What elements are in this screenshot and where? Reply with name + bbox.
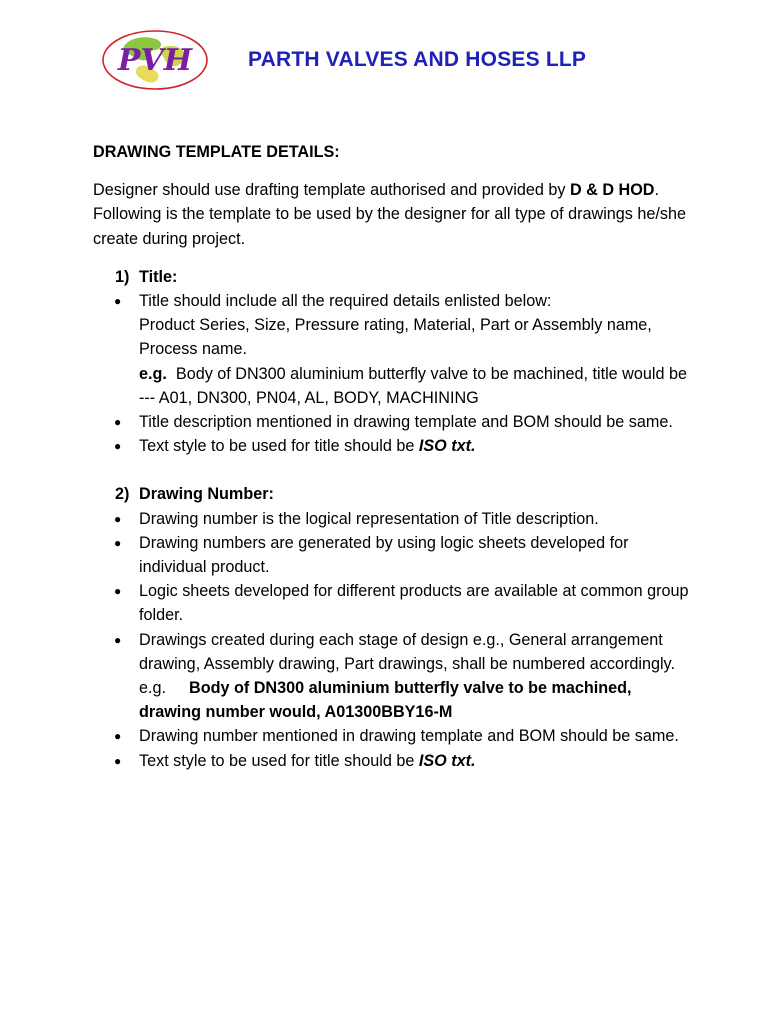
example-label: e.g. [139,679,167,698]
item-text: Drawing numbers are generated by using logic sheets developed for individual product. [139,533,629,577]
text-style-name: ISO txt. [418,437,476,456]
bullet-icon: ● [114,535,122,550]
example-text: Body of DN300 aluminium butterfly valve to be machined, drawing number would, A01300BBY16-M [139,679,632,722]
item-text: Drawings created during each stage of design e.g., General arrangement drawing, Assembly drawing, Part drawings, shall be numbered accordingly. [139,630,675,673]
list-item [93,507,693,531]
intro-paragraph [93,178,693,251]
list-item [93,531,693,579]
document-body [93,140,693,773]
list-item [93,289,693,410]
item-text: Drawing number is the logical representation of Title description. [139,509,599,528]
document-heading: DRAWING TEMPLATE DETAILS: [93,143,340,161]
section-drawing-number-list [93,507,693,773]
item-text: Text style to be used for title should be [139,751,419,770]
letterhead [100,28,720,94]
list-item [93,724,693,748]
section-number: 1) [115,267,130,286]
bullet-icon: ● [114,584,122,599]
list-item [93,434,693,458]
list-item [93,749,693,773]
section-title: Title: [139,267,178,286]
bullet-icon: ● [114,415,122,430]
item-text: Text style to be used for title should be [139,437,419,456]
example-text: Body of DN300 aluminium butterfly valve to be machined, title would be --- A01, DN300, PN04, AL, BODY, MACHINING [139,364,687,407]
company-name: PARTH VALVES AND HOSES LLP [248,48,587,71]
item-detail: Product Series, Size, Pressure rating, Material, Part or Assembly name, Process name. [139,316,652,359]
intro-authority: D & D HOD [569,181,655,200]
list-item [93,579,693,627]
section-number: 2) [115,485,130,504]
example-label: e.g. [139,364,167,383]
bullet-icon: ● [114,729,122,744]
section-drawing-number-heading [115,482,693,506]
section-title: Drawing Number: [139,485,274,504]
logo-lettering: PVH [117,43,193,78]
intro-text: Designer should use drafting template authorised and provided by [93,181,570,200]
text-style-name: ISO txt. [418,751,476,770]
bullet-icon: ● [114,294,122,309]
list-item [93,628,693,725]
list-item [93,410,693,434]
pvh-logo [100,28,210,92]
item-text: Title should include all the required details enlisted below: [139,292,552,311]
section-title-heading [115,265,693,289]
bullet-icon: ● [114,632,122,647]
section-title-list [93,289,693,458]
bullet-icon: ● [114,511,122,526]
item-text: Logic sheets developed for different products are available at common group folder. [139,582,689,625]
item-text: Drawing number mentioned in drawing template and BOM should be same. [139,727,679,746]
item-text: Title description mentioned in drawing template and BOM should be same. [139,413,673,432]
intro-text-rest: . Following is the template to be used by the designer for all type of drawings he/she create during project. [93,181,686,248]
bullet-icon: ● [114,439,122,454]
bullet-icon: ● [114,753,122,768]
